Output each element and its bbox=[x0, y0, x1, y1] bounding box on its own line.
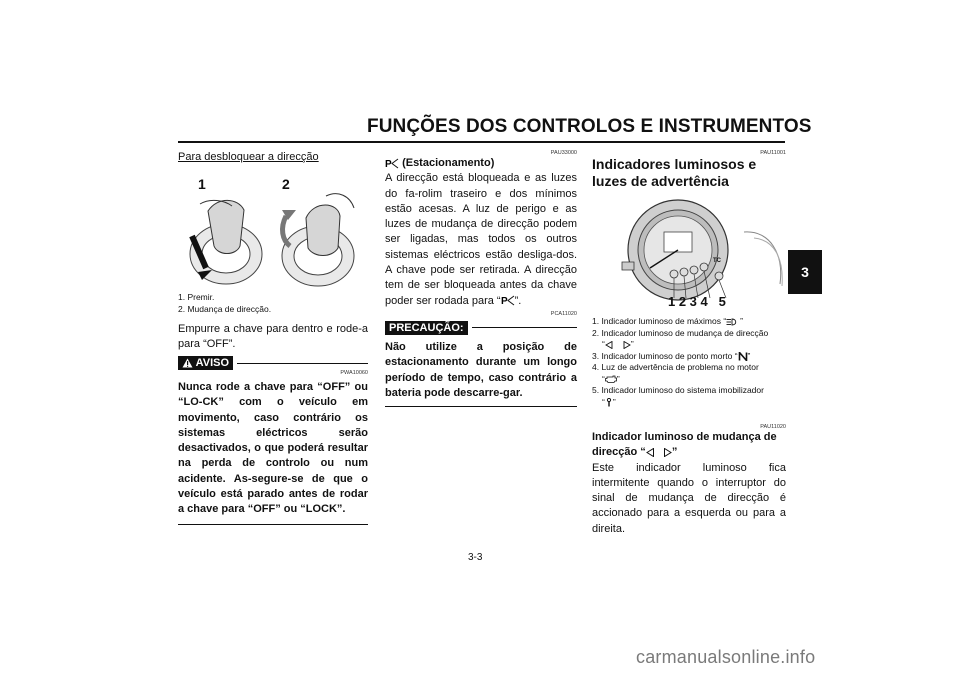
header-rule bbox=[178, 141, 785, 143]
warning-end-rule bbox=[178, 524, 368, 525]
section-heading: P (Estacionamento) bbox=[385, 157, 495, 169]
page-title: FUNÇÕES DOS CONTROLOS E INSTRUMENTOS bbox=[367, 116, 812, 137]
watermark: carmanualsonline.info bbox=[636, 647, 816, 667]
parking-p-icon bbox=[501, 295, 515, 306]
warning-text: Nunca rode a chave para “OFF” ou “LO-CK” com o veículo em movimento, caso contrário os sistemas eléctricos serão desactivados, o que poderá resultar na perda de controlo ou num acidente. As-segure-se de que o veículo está parado antes de rodar a chave para “OFF” ou “LOCK”. bbox=[178, 381, 368, 516]
parking-p-icon bbox=[385, 158, 399, 169]
turn-signal-icon bbox=[605, 341, 631, 349]
warning-rule bbox=[237, 363, 368, 364]
ignition-key-drawing bbox=[178, 176, 368, 288]
body-text: Empurre a chave para dentro e rode-a para “OFF”. bbox=[178, 323, 368, 351]
caption-item: 1. Indicador luminoso de máximos “ ” bbox=[592, 316, 744, 326]
section-heading: Indicadores luminosos e luzes de advertência bbox=[592, 156, 757, 189]
turn-signal-icon bbox=[646, 448, 672, 457]
sub-heading: Indicador luminoso de mudança de direcção “ ” bbox=[592, 431, 777, 459]
chapter-tab: 3 bbox=[788, 250, 822, 294]
warning-block bbox=[178, 356, 368, 525]
warning-badge bbox=[178, 356, 233, 370]
caution-rule bbox=[472, 327, 577, 328]
body-text: A direcção está bloqueada e as luzes do fa-rolim traseiro e dos mínimos estão acesas. A luz de perigo e as luzes de mudança de direcção podem ser ligadas, mas todos os outros sistemas eléctricos estão desliga-dos. A chave pode ser retirada. A direcção tem de ser bloqueada antes da chave poder ser rodada para “ P ”. bbox=[385, 172, 577, 307]
fig-label-1: 1 bbox=[198, 176, 206, 192]
high-beam-icon bbox=[726, 318, 740, 326]
section-code: PAU11020 bbox=[760, 424, 786, 430]
warning-code: PWA10060 bbox=[340, 370, 368, 376]
figure-captions bbox=[178, 292, 368, 315]
figure-captions bbox=[592, 316, 786, 408]
caption-item: 2. Mudança de direcção. bbox=[178, 303, 272, 314]
warning-label: AVISO bbox=[195, 357, 230, 369]
fig-numbers: 1 2 3 4 5 bbox=[668, 294, 726, 309]
dial-label: TC bbox=[713, 258, 721, 264]
svg-text:P: P bbox=[500, 296, 508, 307]
section-code: PAU33000 bbox=[550, 150, 577, 156]
instrument-illustration bbox=[594, 194, 786, 312]
caution-code: PCA11020 bbox=[550, 310, 577, 317]
body-text: Este indicador luminoso fica intermitente quando o interruptor do sinal de mudança de direcção é accionado para a esquerda ou para a direita. bbox=[592, 461, 786, 535]
caption-item: 2. Indicador luminoso de mudança de direcção “ ” bbox=[592, 327, 769, 349]
section-code: PAU11001 bbox=[760, 150, 786, 156]
warning-triangle-icon bbox=[182, 358, 193, 368]
key-illustration bbox=[178, 176, 368, 288]
page-number: 3-3 bbox=[468, 552, 483, 563]
fig-label-2: 2 bbox=[282, 176, 290, 192]
section-heading: Para desbloquear a direcção bbox=[178, 151, 319, 163]
caution-text: Não utilize a posição de estacionamento durante um longo período de tempo, caso contrário a bateria pode descarre-gar. bbox=[385, 340, 577, 399]
caution-end-rule bbox=[385, 406, 577, 407]
caption-item: 1. Premir. bbox=[178, 292, 215, 302]
caption-item: 4. Luz de advertência de problema no motor “ ” bbox=[592, 362, 759, 384]
caption-item: 3. Indicador luminoso de ponto morto “ ” bbox=[592, 350, 751, 361]
immobilizer-key-icon bbox=[605, 398, 613, 407]
caption-item: 5. Indicador luminoso do sistema imobilizador “ ” bbox=[592, 385, 764, 407]
svg-text:P: P bbox=[385, 158, 392, 169]
neutral-n-icon bbox=[738, 352, 748, 361]
engine-warning-icon bbox=[605, 375, 617, 383]
caution-label: PRECAUÇÃO: bbox=[385, 321, 468, 335]
